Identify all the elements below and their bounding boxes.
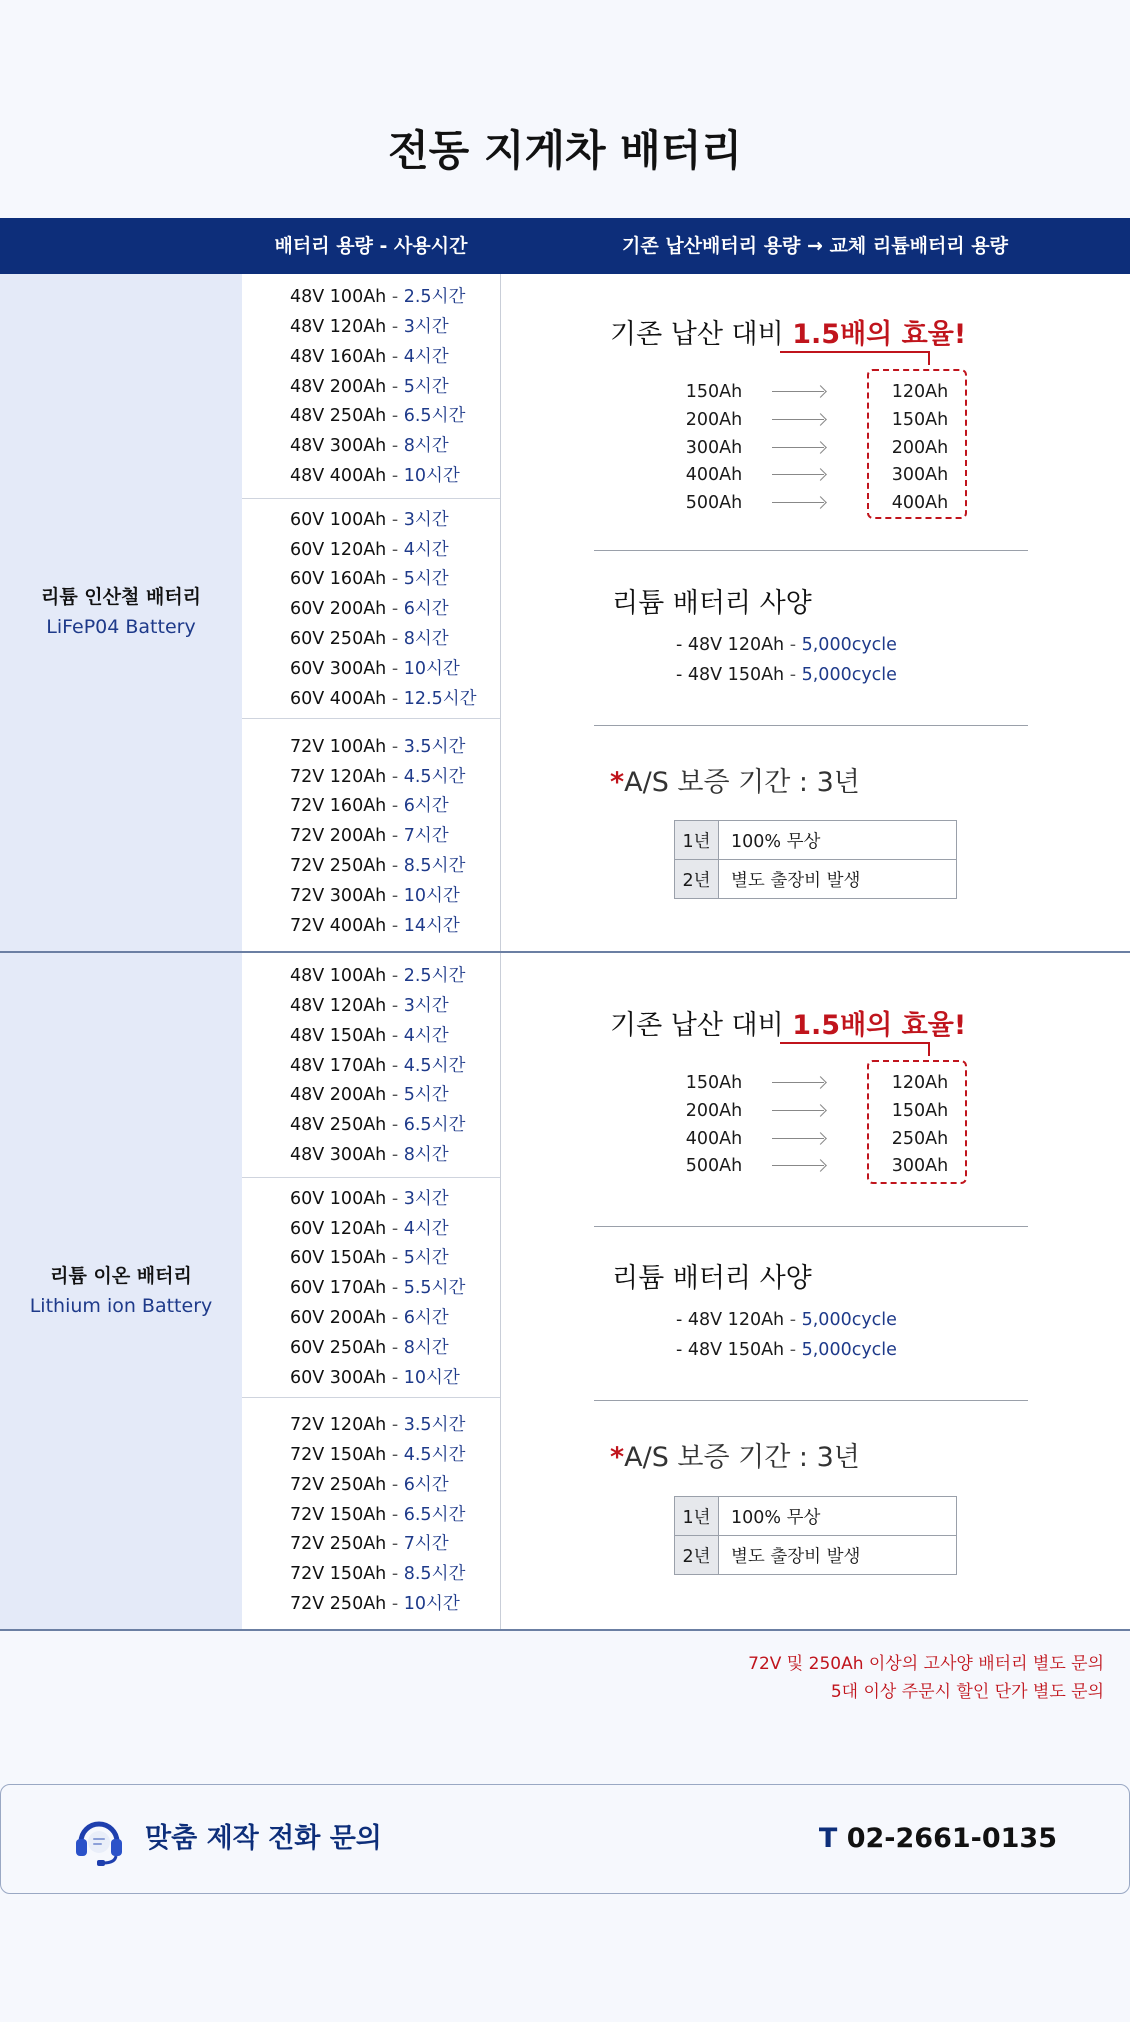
warranty-star: * xyxy=(610,1442,625,1473)
usage-time: 3.5시간 xyxy=(403,1415,466,1436)
capacity-row: 60V 250Ah - 8시간 xyxy=(290,1337,449,1358)
capacity-row: 60V 170Ah - 5.5시간 xyxy=(290,1278,466,1299)
note-line: 5대 이상 주문시 할인 단가 별도 문의 xyxy=(830,1682,1104,1702)
capacity-row: 72V 250Ah - 8.5시간 xyxy=(290,855,466,876)
capacity-value: 48V 200Ah xyxy=(290,376,387,397)
old-capacity: 400Ah xyxy=(685,465,743,486)
usage-time: 4.5시간 xyxy=(403,766,466,787)
capacity-value: 48V 400Ah xyxy=(290,466,387,486)
usage-time: 2.5시간 xyxy=(403,966,466,987)
capacity-row: 48V 100Ah - 2.5시간 xyxy=(290,287,466,308)
capacity-row: 48V 250Ah - 6.5시간 xyxy=(290,406,466,427)
conversion-row xyxy=(500,489,1130,517)
usage-time: 3시간 xyxy=(403,1188,449,1209)
usage-time: 4시간 xyxy=(403,1025,449,1046)
capacity-value: 48V 100Ah xyxy=(290,966,387,987)
usage-time: 6시간 xyxy=(403,599,449,620)
capacity-row: 48V 150Ah - 4시간 xyxy=(290,1025,449,1046)
usage-time: 3시간 xyxy=(403,509,449,530)
capacity-value: 48V 300Ah xyxy=(290,1145,387,1165)
efficiency-panel xyxy=(500,274,1130,953)
capacity-row: 60V 400Ah - 12.5시간 xyxy=(290,688,477,709)
phone-prefix: T xyxy=(818,1823,838,1854)
usage-time: 3시간 xyxy=(403,317,449,337)
capacity-row: 60V 300Ah - 10시간 xyxy=(290,658,460,679)
header-replacement: 기존 납산배터리 용량 → 교체 리튬배터리 용량 xyxy=(622,235,1008,257)
header-capacity-time: 배터리 용량 - 사용시간 xyxy=(274,235,468,257)
efficiency-connector xyxy=(928,1042,930,1056)
usage-time: 10시간 xyxy=(403,658,460,679)
capacity-value: 48V 250Ah xyxy=(290,1115,387,1136)
spec-item: - 48V 150Ah - 5,000cycle xyxy=(676,665,897,685)
capacity-value: 48V 160Ah xyxy=(290,346,387,367)
old-capacity: 500Ah xyxy=(685,1156,743,1177)
conversion-row xyxy=(500,406,1130,434)
capacity-value: 60V 200Ah xyxy=(290,1307,387,1328)
warranty-star: * xyxy=(610,767,625,798)
spec-title: 리튬 배터리 사양 xyxy=(612,1263,812,1294)
capacity-value: 72V 400Ah xyxy=(290,915,387,936)
capacity-row: 60V 120Ah - 4시간 xyxy=(290,539,449,560)
usage-time: 8시간 xyxy=(403,628,449,649)
capacity-row: 72V 120Ah - 4.5시간 xyxy=(290,766,466,787)
capacity-row: 60V 120Ah - 4시간 xyxy=(290,1218,449,1239)
arrow-right-icon xyxy=(772,447,824,448)
warranty-year: 2년 xyxy=(675,1536,719,1575)
section-border xyxy=(0,1629,1130,1631)
usage-time: 6.5시간 xyxy=(403,1504,466,1525)
usage-time: 5.5시간 xyxy=(403,1278,466,1299)
capacity-row: 48V 160Ah - 4시간 xyxy=(290,346,449,367)
capacity-group xyxy=(242,274,500,499)
usage-time: 2.5시간 xyxy=(403,287,466,308)
capacity-value: 72V 100Ah xyxy=(290,736,387,757)
spec-item: - 48V 120Ah - 5,000cycle xyxy=(676,1310,897,1330)
conversion-row xyxy=(500,1097,1130,1125)
divider xyxy=(594,1400,1028,1401)
efficiency-exclaim: ! xyxy=(953,319,967,350)
usage-time: 4.5시간 xyxy=(403,1445,466,1465)
usage-time: 5시간 xyxy=(403,569,449,590)
usage-time: 6.5시간 xyxy=(403,1115,466,1136)
usage-time: 10시간 xyxy=(403,1594,460,1614)
capacity-value: 48V 300Ah xyxy=(290,436,387,457)
arrow-right-icon xyxy=(772,1082,824,1083)
category-label xyxy=(0,1261,242,1321)
capacity-value: 60V 160Ah xyxy=(290,569,387,590)
category-name-en: LiFeP04 Battery xyxy=(46,616,196,638)
usage-time: 10시간 xyxy=(403,1367,460,1388)
efficiency-underline xyxy=(780,351,930,353)
warranty-table xyxy=(674,820,957,899)
old-capacity: 200Ah xyxy=(685,409,743,430)
capacity-value: 72V 150Ah xyxy=(290,1445,387,1465)
capacity-value: 60V 100Ah xyxy=(290,1188,387,1209)
capacity-value: 60V 200Ah xyxy=(290,599,387,620)
capacity-value: 48V 100Ah xyxy=(290,287,387,308)
old-capacity: 300Ah xyxy=(685,437,743,458)
category-label xyxy=(0,582,242,642)
arrow-right-icon xyxy=(772,474,824,475)
capacity-row: 48V 400Ah - 10시간 xyxy=(290,466,460,486)
arrow-right-icon xyxy=(772,1138,824,1139)
capacity-row: 48V 300Ah - 8시간 xyxy=(290,1145,449,1165)
capacity-row: 60V 100Ah - 3시간 xyxy=(290,1188,449,1209)
spec-cycle: 5,000cycle xyxy=(801,665,897,685)
capacity-value: 48V 120Ah xyxy=(290,317,387,337)
capacity-value: 48V 150Ah xyxy=(290,1025,387,1046)
capacity-group xyxy=(242,1178,500,1398)
spec-cycle: 5,000cycle xyxy=(801,635,897,655)
capacity-value: 72V 250Ah xyxy=(290,1534,387,1555)
capacity-value: 60V 170Ah xyxy=(290,1278,387,1299)
divider xyxy=(594,725,1028,726)
phone-number[interactable] xyxy=(819,1785,1057,1893)
capacity-value: 60V 150Ah xyxy=(290,1248,387,1269)
page-title: 전동 지게차 배터리 xyxy=(388,126,742,175)
headset-icon xyxy=(71,1812,127,1868)
capacity-group xyxy=(242,719,500,953)
capacity-row: 72V 400Ah - 14시간 xyxy=(290,915,460,936)
capacity-row: 72V 250Ah - 7시간 xyxy=(290,1534,449,1555)
capacity-row: 60V 160Ah - 5시간 xyxy=(290,569,449,590)
new-capacity: 120Ah xyxy=(891,382,949,402)
warranty-desc: 별도 출장비 발생 xyxy=(719,1536,957,1575)
capacity-row: 72V 200Ah - 7시간 xyxy=(290,826,449,847)
capacity-value: 72V 150Ah xyxy=(290,1504,387,1525)
capacity-value: 48V 200Ah xyxy=(290,1085,387,1106)
capacity-row: 60V 200Ah - 6시간 xyxy=(290,599,449,620)
usage-time: 8시간 xyxy=(403,1145,449,1165)
warranty-year: 1년 xyxy=(675,821,719,860)
warranty-desc: 100% 무상 xyxy=(719,1497,957,1536)
efficiency-highlight: 1.5배의 효율 xyxy=(792,319,954,350)
usage-time: 6시간 xyxy=(403,796,449,817)
old-capacity: 150Ah xyxy=(685,1073,743,1093)
conversion-row xyxy=(500,434,1130,462)
spec-model: - 48V 120Ah xyxy=(676,635,785,655)
capacity-row: 48V 120Ah - 3시간 xyxy=(290,996,449,1016)
usage-time: 8.5시간 xyxy=(403,1564,466,1585)
warranty-title xyxy=(610,760,860,799)
capacity-row: 72V 150Ah - 4.5시간 xyxy=(290,1445,466,1465)
new-capacity: 200Ah xyxy=(891,437,949,458)
warranty-desc: 별도 출장비 발생 xyxy=(719,860,957,899)
efficiency-title xyxy=(610,1003,966,1042)
usage-time: 7시간 xyxy=(403,826,449,847)
warranty-row xyxy=(675,1536,957,1575)
warranty-row xyxy=(675,821,957,860)
warranty-year: 1년 xyxy=(675,1497,719,1536)
capacity-value: 60V 120Ah xyxy=(290,1218,387,1239)
capacity-row: 72V 150Ah - 8.5시간 xyxy=(290,1564,466,1585)
efficiency-title xyxy=(610,312,966,351)
capacity-row: 72V 250Ah - 10시간 xyxy=(290,1594,460,1614)
category-name-ko: 리튬 인산철 배터리 xyxy=(40,586,202,608)
conversion-row xyxy=(500,1152,1130,1180)
capacity-row: 60V 200Ah - 6시간 xyxy=(290,1307,449,1328)
capacity-group xyxy=(242,499,500,719)
usage-time: 4시간 xyxy=(403,539,449,560)
arrow-right-icon xyxy=(772,419,824,420)
capacity-row: 72V 150Ah - 6.5시간 xyxy=(290,1504,466,1525)
spec-model: - 48V 120Ah xyxy=(676,1310,785,1330)
warranty-row xyxy=(675,1497,957,1536)
capacity-row: 72V 120Ah - 3.5시간 xyxy=(290,1415,466,1436)
notes xyxy=(748,1650,1104,1706)
capacity-value: 72V 250Ah xyxy=(290,1594,387,1614)
efficiency-panel xyxy=(500,953,1130,1631)
section-lifepo4 xyxy=(0,274,1130,953)
capacity-value: 60V 100Ah xyxy=(290,509,387,530)
new-capacity: 300Ah xyxy=(891,465,949,486)
spec-cycle: 5,000cycle xyxy=(801,1340,897,1360)
capacity-row: 60V 100Ah - 3시간 xyxy=(290,509,449,530)
capacity-row: 48V 200Ah - 5시간 xyxy=(290,376,449,397)
arrow-right-icon xyxy=(772,1165,824,1166)
capacity-value: 60V 120Ah xyxy=(290,539,387,560)
capacity-row: 60V 150Ah - 5시간 xyxy=(290,1248,449,1269)
capacity-row: 72V 300Ah - 10시간 xyxy=(290,885,460,906)
capacity-row: 48V 300Ah - 8시간 xyxy=(290,436,449,457)
capacity-row: 48V 100Ah - 2.5시간 xyxy=(290,966,466,987)
usage-time: 5시간 xyxy=(403,1248,449,1269)
capacity-value: 48V 250Ah xyxy=(290,406,387,427)
warranty-year: 2년 xyxy=(675,860,719,899)
capacity-row: 72V 250Ah - 6시간 xyxy=(290,1474,449,1495)
usage-time: 4시간 xyxy=(403,346,449,367)
capacity-row: 48V 170Ah - 4.5시간 xyxy=(290,1055,466,1076)
capacity-group xyxy=(242,953,500,1178)
capacity-value: 72V 120Ah xyxy=(290,766,387,787)
new-capacity: 150Ah xyxy=(891,409,949,430)
new-capacity: 250Ah xyxy=(891,1128,949,1149)
capacity-value: 72V 160Ah xyxy=(290,796,387,817)
capacity-row: 60V 250Ah - 8시간 xyxy=(290,628,449,649)
old-capacity: 200Ah xyxy=(685,1100,743,1121)
arrow-right-icon xyxy=(772,1110,824,1111)
usage-time: 6시간 xyxy=(403,1474,449,1495)
capacity-row: 60V 300Ah - 10시간 xyxy=(290,1367,460,1388)
new-capacity: 120Ah xyxy=(891,1073,949,1093)
usage-time: 6시간 xyxy=(403,1307,449,1328)
warranty-title xyxy=(610,1435,860,1474)
usage-time: 10시간 xyxy=(403,466,460,486)
capacity-row: 48V 120Ah - 3시간 xyxy=(290,317,449,337)
capacity-value: 48V 120Ah xyxy=(290,996,387,1016)
arrow-right-icon xyxy=(772,391,824,392)
warranty-row xyxy=(675,860,957,899)
section-lithium-ion xyxy=(0,953,1130,1631)
spec-model: - 48V 150Ah xyxy=(676,1340,785,1360)
capacity-value: 48V 170Ah xyxy=(290,1055,387,1076)
capacity-value: 72V 200Ah xyxy=(290,826,387,847)
conversion-row xyxy=(500,1125,1130,1153)
usage-time: 5시간 xyxy=(403,1085,449,1106)
capacity-value: 60V 250Ah xyxy=(290,628,387,649)
usage-time: 8.5시간 xyxy=(403,855,466,876)
capacity-row: 72V 100Ah - 3.5시간 xyxy=(290,736,466,757)
capacity-value: 72V 250Ah xyxy=(290,1474,387,1495)
capacity-value: 72V 120Ah xyxy=(290,1415,387,1436)
capacity-value: 60V 300Ah xyxy=(290,658,387,679)
conversion-row xyxy=(500,1069,1130,1097)
usage-time: 8시간 xyxy=(403,436,449,457)
new-capacity: 400Ah xyxy=(891,493,949,514)
capacity-row: 72V 160Ah - 6시간 xyxy=(290,796,449,817)
spec-item: - 48V 150Ah - 5,000cycle xyxy=(676,1340,897,1360)
old-capacity: 150Ah xyxy=(685,382,743,402)
new-capacity: 300Ah xyxy=(891,1156,949,1177)
warranty-desc: 100% 무상 xyxy=(719,821,957,860)
efficiency-underline xyxy=(780,1042,930,1044)
efficiency-exclaim: ! xyxy=(953,1010,967,1041)
note-line: 72V 및 250Ah 이상의 고사양 배터리 별도 문의 xyxy=(748,1654,1104,1674)
divider xyxy=(594,550,1028,551)
arrow-right-icon xyxy=(772,502,824,503)
usage-time: 8시간 xyxy=(403,1337,449,1358)
efficiency-title-prefix: 기존 납산 대비 xyxy=(610,319,793,350)
spec-title: 리튬 배터리 사양 xyxy=(612,588,812,619)
efficiency-connector xyxy=(928,351,930,365)
category-name-ko: 리튬 이온 배터리 xyxy=(50,1265,192,1287)
capacity-group xyxy=(242,1398,500,1631)
usage-time: 5시간 xyxy=(403,376,449,397)
table-header xyxy=(0,218,1130,274)
usage-time: 7시간 xyxy=(403,1534,449,1555)
warranty-table xyxy=(674,1496,957,1575)
conversion-row xyxy=(500,461,1130,489)
old-capacity: 400Ah xyxy=(685,1128,743,1149)
usage-time: 14시간 xyxy=(403,915,460,936)
usage-time: 3시간 xyxy=(403,996,449,1016)
usage-time: 4.5시간 xyxy=(403,1055,466,1076)
capacity-row: 48V 250Ah - 6.5시간 xyxy=(290,1115,466,1136)
capacity-value: 60V 250Ah xyxy=(290,1337,387,1358)
phone-value: 02-2661-0135 xyxy=(846,1823,1057,1854)
usage-time: 10시간 xyxy=(403,885,460,906)
usage-time: 6.5시간 xyxy=(403,406,466,427)
old-capacity: 500Ah xyxy=(685,493,743,514)
warranty-title-text: A/S 보증 기간 : 3년 xyxy=(624,1442,860,1473)
capacity-row: 48V 200Ah - 5시간 xyxy=(290,1085,449,1106)
capacity-value: 72V 300Ah xyxy=(290,885,387,906)
capacity-value: 72V 250Ah xyxy=(290,855,387,876)
contact-banner[interactable] xyxy=(0,1784,1130,1894)
capacity-value: 72V 150Ah xyxy=(290,1564,387,1585)
capacity-value: 60V 300Ah xyxy=(290,1367,387,1388)
spec-model: - 48V 150Ah xyxy=(676,665,785,685)
usage-time: 4시간 xyxy=(403,1218,449,1239)
new-capacity: 150Ah xyxy=(891,1100,949,1121)
conversion-row xyxy=(500,378,1130,406)
spec-cycle: 5,000cycle xyxy=(801,1310,897,1330)
spec-item: - 48V 120Ah - 5,000cycle xyxy=(676,635,897,655)
capacity-value: 60V 400Ah xyxy=(290,688,387,709)
usage-time: 3.5시간 xyxy=(403,736,466,757)
usage-time: 12.5시간 xyxy=(403,688,477,709)
category-name-en: Lithium ion Battery xyxy=(29,1295,213,1317)
efficiency-highlight: 1.5배의 효율 xyxy=(792,1010,954,1041)
efficiency-title-prefix: 기존 납산 대비 xyxy=(610,1010,793,1041)
warranty-title-text: A/S 보증 기간 : 3년 xyxy=(624,767,860,798)
contact-label: 맞춤 제작 전화 문의 xyxy=(145,1823,382,1854)
divider xyxy=(594,1226,1028,1227)
